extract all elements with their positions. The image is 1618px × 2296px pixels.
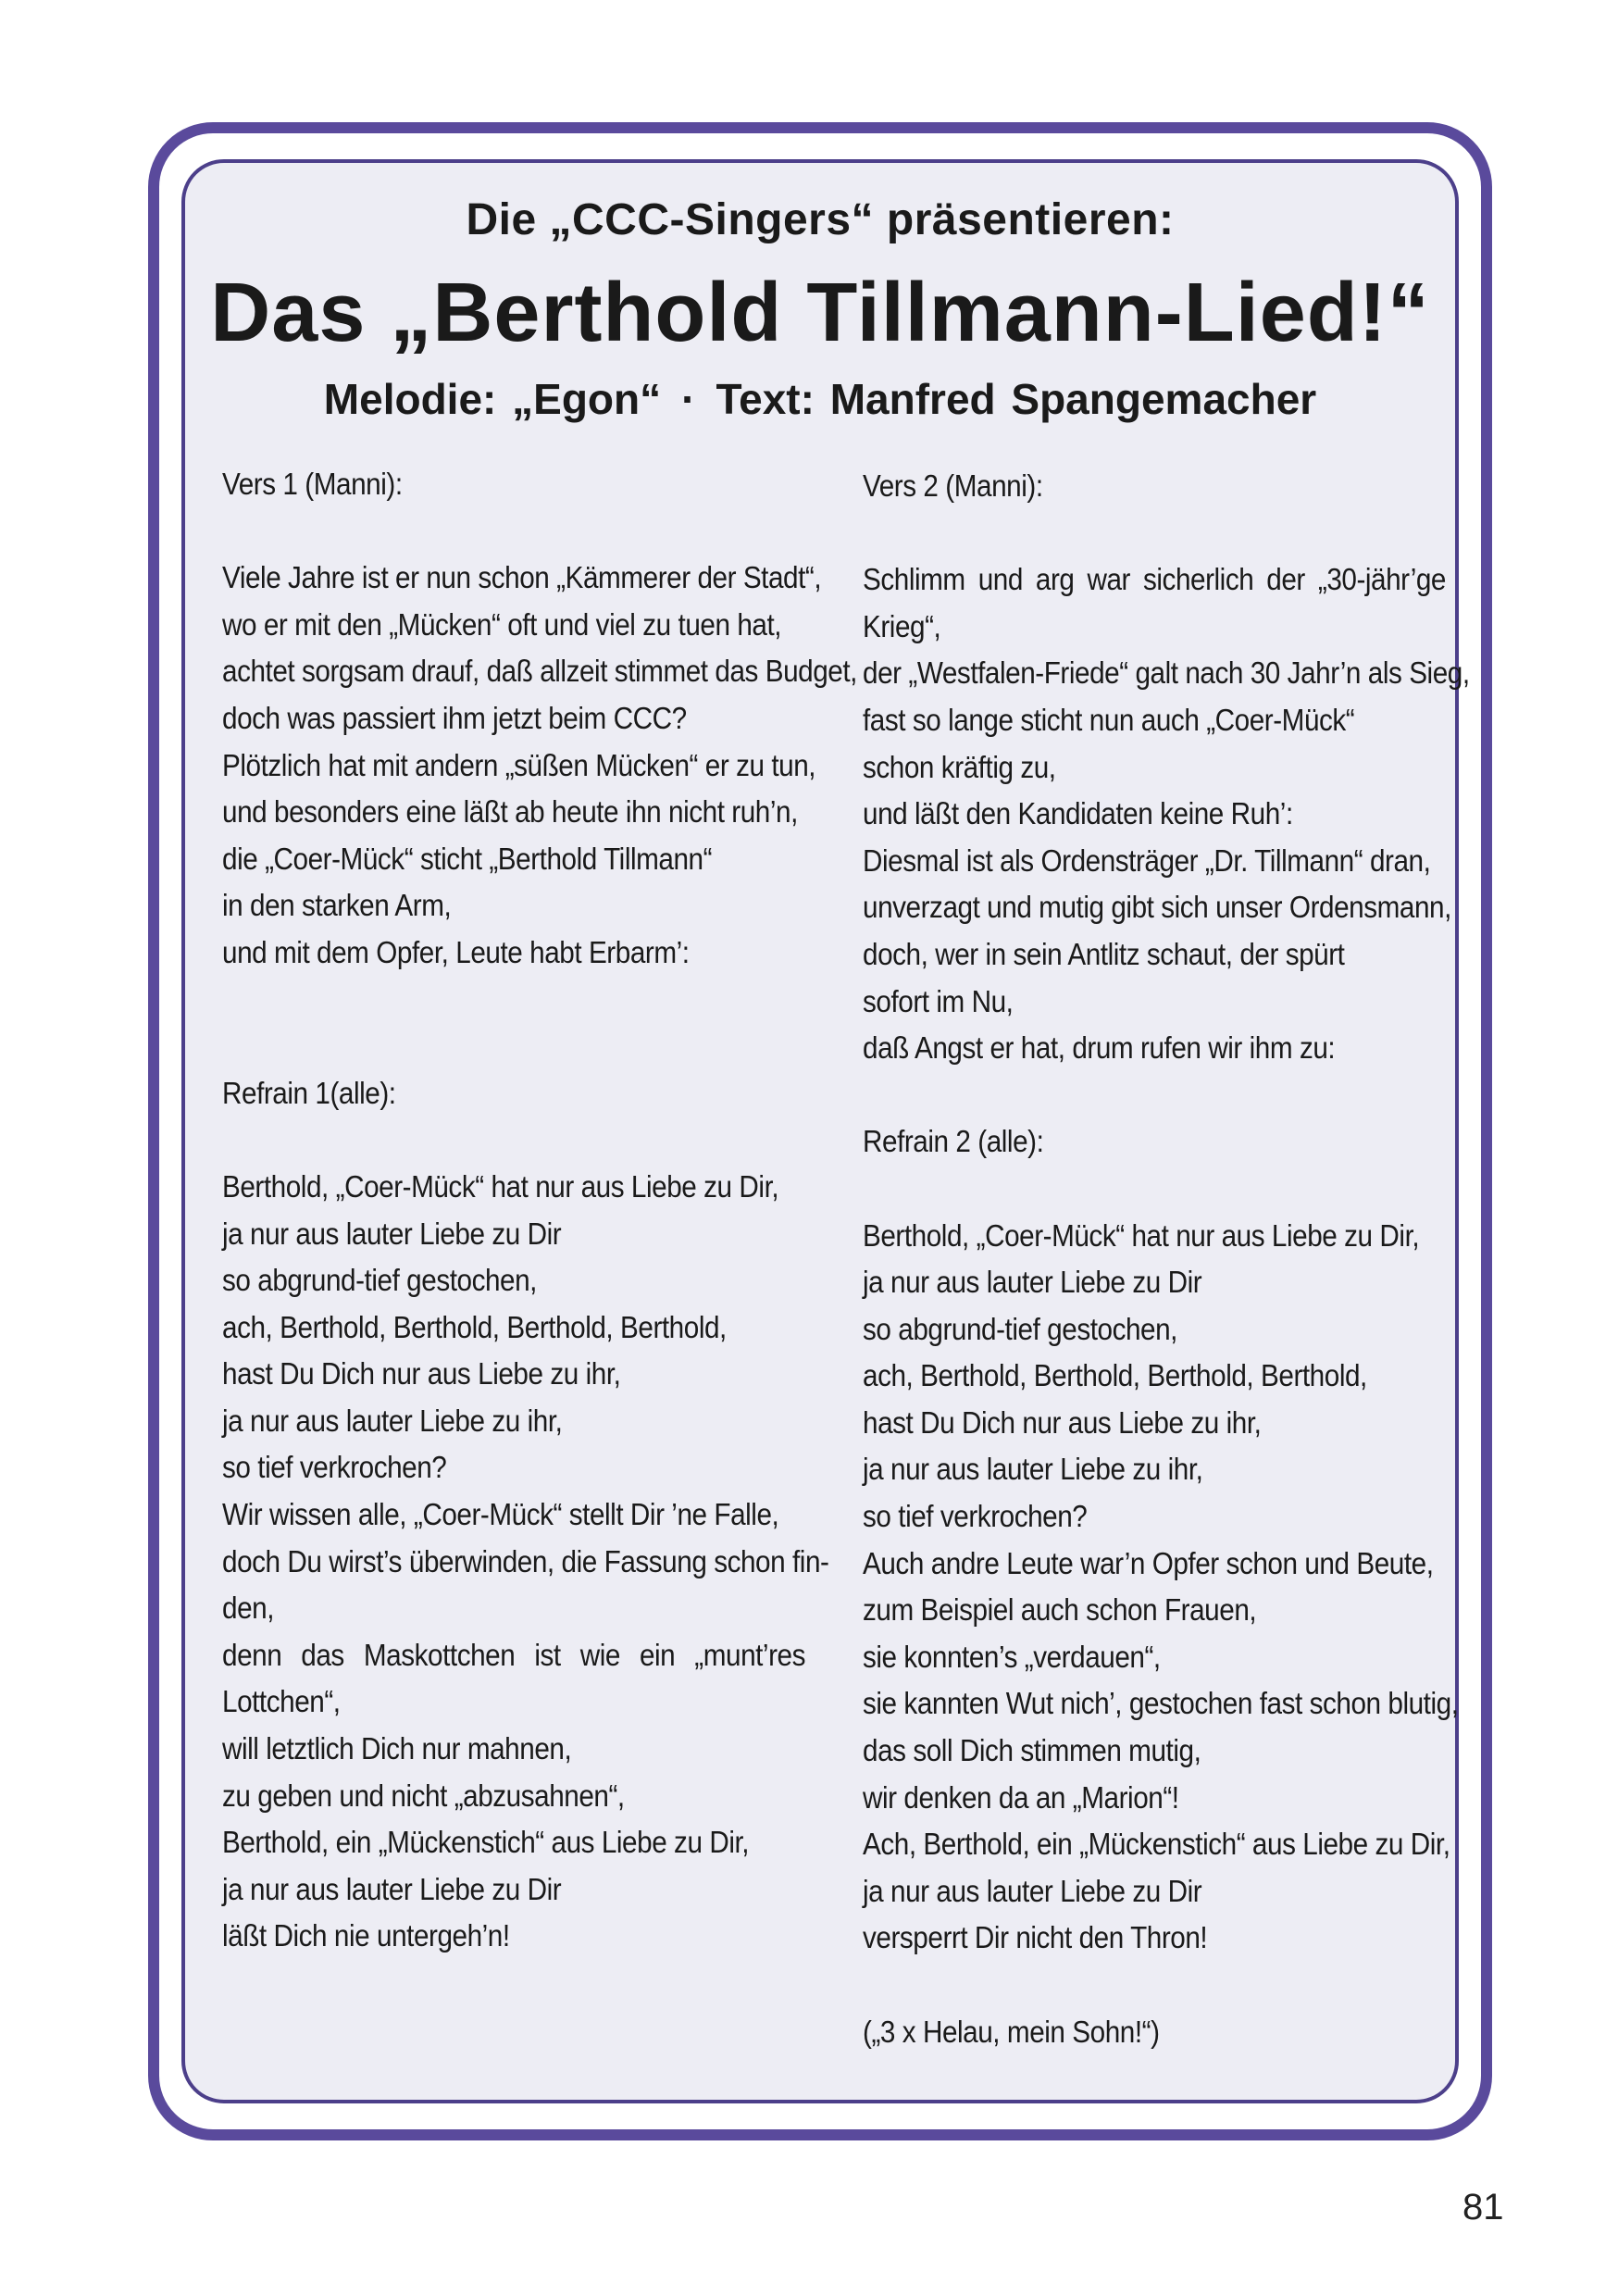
refrain-line: will letztlich Dich nur mahnen, bbox=[222, 1731, 572, 1766]
page-number: 81 bbox=[1462, 2187, 1504, 2227]
credit-separator: · bbox=[681, 374, 696, 423]
refrain-line: ja nur aus lauter Liebe zu Dir bbox=[222, 1216, 562, 1251]
refrain-line: Lottchen“, bbox=[222, 1684, 341, 1719]
left-column bbox=[222, 461, 857, 1960]
refrain-line: so tief verkrochen? bbox=[222, 1450, 447, 1485]
refrain-line: so abgrund-tief gestochen, bbox=[222, 1263, 537, 1298]
verse-line: der „Westfalen-Friede“ galt nach 30 Jahr’n als Sieg, bbox=[863, 655, 1470, 691]
refrain-line: Auch andre Leute war’n Opfer schon und Beute, bbox=[863, 1545, 1434, 1580]
right-column bbox=[863, 463, 1470, 2055]
verse-line: doch, wer in sein Antlitz schaut, der spürt bbox=[863, 936, 1345, 971]
refrain-line: den, bbox=[222, 1591, 275, 1626]
refrain-line: ja nur aus lauter Liebe zu ihr, bbox=[863, 1452, 1203, 1487]
refrain-line: so abgrund-tief gestochen, bbox=[863, 1311, 1177, 1346]
verse-line: doch was passiert ihm jetzt beim CCC? bbox=[222, 700, 687, 735]
refrain-line: ach, Berthold, Berthold, Berthold, Berthold, bbox=[863, 1358, 1367, 1393]
refrain-line: ja nur aus lauter Liebe zu Dir bbox=[222, 1871, 562, 1906]
refrain-line: denn das Maskottchen ist wie ein „munt’res bbox=[222, 1637, 805, 1672]
refrain-line: zu geben und nicht „abzusahnen“, bbox=[222, 1778, 625, 1813]
refrain-line: hast Du Dich nur aus Liebe zu ihr, bbox=[222, 1356, 621, 1391]
refrain-line: läßt Dich nie untergeh’n! bbox=[222, 1918, 510, 1953]
closing-line: („3 x Helau, mein Sohn!“) bbox=[863, 2014, 1160, 2049]
refrain-line: ja nur aus lauter Liebe zu Dir bbox=[863, 1873, 1202, 1908]
refrain-line: Berthold, „Coer-Mück“ hat nur aus Liebe zu Dir, bbox=[863, 1217, 1420, 1253]
refrain-line: Berthold, „Coer-Mück“ hat nur aus Liebe zu Dir, bbox=[222, 1168, 779, 1204]
verse-line: fast so lange sticht nun auch „Coer-Mück“ bbox=[863, 702, 1355, 737]
refrain-line: das soll Dich stimmen mutig, bbox=[863, 1733, 1201, 1768]
verse-line: und besonders eine läßt ab heute ihn nicht ruh’n, bbox=[222, 794, 798, 830]
refrain-line: so tief verkrochen? bbox=[863, 1499, 1088, 1534]
verse-line: Plötzlich hat mit andern „süßen Mücken“ er zu tun, bbox=[222, 747, 816, 782]
refrain-1-heading: Refrain 1(alle): bbox=[222, 1075, 396, 1110]
refrain-line: hast Du Dich nur aus Liebe zu ihr, bbox=[863, 1404, 1262, 1440]
credits bbox=[181, 374, 1459, 424]
text-credit: Text: Manfred Spangemacher bbox=[716, 374, 1317, 423]
refrain-line: sie konnten’s „verdauen“, bbox=[863, 1639, 1161, 1674]
refrain-line: zum Beispiel auch schon Frauen, bbox=[863, 1592, 1257, 1628]
song-header bbox=[181, 159, 1459, 424]
refrain-line: Ach, Berthold, ein „Mückenstich“ aus Liebe zu Dir, bbox=[863, 1827, 1450, 1862]
verse-line: Krieg“, bbox=[863, 608, 941, 643]
verse-1-heading: Vers 1 (Manni): bbox=[222, 467, 403, 501]
refrain-2-heading: Refrain 2 (alle): bbox=[863, 1124, 1044, 1159]
verse-line: wo er mit den „Mücken“ oft und viel zu tuen hat, bbox=[222, 606, 782, 642]
verse-line: schon kräftig zu, bbox=[863, 749, 1056, 784]
subtitle: Die „CCC-Singers“ präsentieren: bbox=[466, 195, 1175, 244]
refrain-line: ach, Berthold, Berthold, Berthold, Berthold, bbox=[222, 1309, 727, 1344]
verse-line: unverzagt und mutig gibt sich unser Ordensmann, bbox=[863, 890, 1451, 925]
refrain-line: Wir wissen alle, „Coer-Mück“ stellt Dir ’ne Falle, bbox=[222, 1497, 779, 1532]
verse-line: Viele Jahre ist er nun schon „Kämmerer der Stadt“, bbox=[222, 560, 822, 595]
verse-line: und läßt den Kandidaten keine Ruh’: bbox=[863, 796, 1293, 831]
refrain-line: sie kannten Wut nich’, gestochen fast schon blutig, bbox=[863, 1686, 1459, 1721]
refrain-line: wir denken da an „Marion“! bbox=[863, 1779, 1179, 1815]
verse-2-heading: Vers 2 (Manni): bbox=[863, 468, 1043, 503]
refrain-line: ja nur aus lauter Liebe zu ihr, bbox=[222, 1403, 563, 1438]
melody-credit: Melodie: „Egon“ bbox=[323, 374, 662, 423]
verse-line: die „Coer-Mück“ sticht „Berthold Tillmann“ bbox=[222, 841, 713, 876]
verse-line: und mit dem Opfer, Leute habt Erbarm’: bbox=[222, 934, 690, 969]
refrain-line: Berthold, ein „Mückenstich“ aus Liebe zu Dir, bbox=[222, 1825, 750, 1860]
verse-line: daß Angst er hat, drum rufen wir ihm zu: bbox=[863, 1030, 1336, 1066]
verse-line: in den starken Arm, bbox=[222, 888, 452, 923]
song-title: Das „Berthold Tillmann-Lied!“ bbox=[210, 267, 1430, 359]
refrain-line: versperrt Dir nicht den Thron! bbox=[863, 1920, 1208, 1955]
refrain-line: doch Du wirst’s überwinden, die Fassung schon fin- bbox=[222, 1543, 829, 1578]
verse-line: sofort im Nu, bbox=[863, 983, 1014, 1018]
refrain-line: ja nur aus lauter Liebe zu Dir bbox=[863, 1265, 1202, 1300]
verse-line: Schlimm und arg war sicherlich der „30-jähr’ge bbox=[863, 562, 1446, 597]
verse-line: achtet sorgsam drauf, daß allzeit stimmet das Budget, bbox=[222, 654, 857, 689]
verse-line: Diesmal ist als Ordensträger „Dr. Tillmann“ dran, bbox=[863, 842, 1431, 878]
